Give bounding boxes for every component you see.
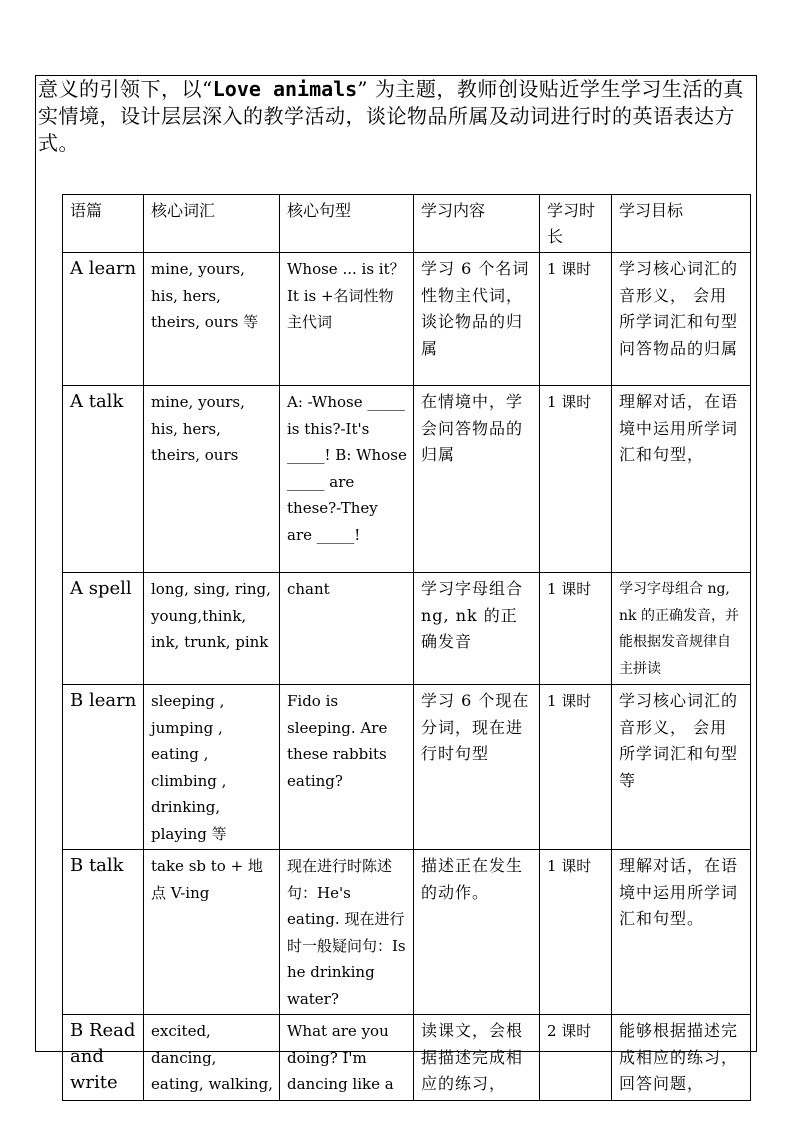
content-cell: 在情境中，学会问答物品的归属 xyxy=(414,386,540,573)
table-row xyxy=(63,573,751,685)
goal-cell: 理解对话，在语境中运用所学词汇和句型， xyxy=(612,386,751,573)
content-cell: 学习 6 个名词性物主代词，谈论物品的归属 xyxy=(414,253,540,386)
duration-cell: 1 课时 xyxy=(540,685,612,850)
pattern-cell: Whose ... is it？It is +名词性物主代词 xyxy=(280,253,414,386)
pattern-cell: Fido is sleeping. Are these rabbits eating? xyxy=(280,685,414,850)
lesson-cell: B learn xyxy=(63,685,144,850)
pattern-cell: A: -Whose _____ is this?-It's _____! B: Whose _____ are these?-They are _____! xyxy=(280,386,414,573)
intro-paragraph xyxy=(38,76,758,157)
vocab-cell: mine, yours, his, hers, theirs, ours xyxy=(144,386,280,573)
content-cell: 学习 6 个现在分词，现在进行时句型 xyxy=(414,685,540,850)
duration-cell: 1 课时 xyxy=(540,386,612,573)
table-row xyxy=(63,253,751,386)
vocab-cell: take sb to + 地点 V-ing xyxy=(144,850,280,1015)
lesson-plan-table xyxy=(62,194,751,1101)
pattern-cell: chant xyxy=(280,573,414,685)
goal-cell: 学习字母组合 ng, nk 的正确发音，并能根据发音规律自主拼读 xyxy=(612,573,751,685)
duration-cell: 1 课时 xyxy=(540,573,612,685)
lesson-cell: B talk xyxy=(63,850,144,1015)
goal-cell: 学习核心词汇的音形义， 会用所学词汇和句型问答物品的归属 xyxy=(612,253,751,386)
pattern-cell: 现在进行时陈述句：He's eating. 现在进行时一般疑问句：Is he drinking water? xyxy=(280,850,414,1015)
intro-text-2: ” 为主题，教师创设贴近学生学习生活的真实情境，设计层层深入的教学活动，谈论物品所属及动词进行时的英语表达方式。 xyxy=(38,77,744,155)
goal-cell: 理解对话，在语境中运用所学词汇和句型。 xyxy=(612,850,751,1015)
table-row xyxy=(63,685,751,850)
intro-theme: Love animals xyxy=(212,77,358,101)
pattern-cell: What are you doing? I'm dancing like a xyxy=(280,1015,414,1101)
content-cell: 读课文，会根据描述完成相应的练习， xyxy=(414,1015,540,1101)
goal-cell: 能够根据描述完成相应的练习，回答问题， xyxy=(612,1015,751,1101)
lesson-cell: A spell xyxy=(63,573,144,685)
intro-text-1: 意义的引领下，以“ xyxy=(38,77,213,101)
header-cell: 学习时长 xyxy=(540,195,612,253)
header-cell: 核心句型 xyxy=(280,195,414,253)
content-cell: 学习字母组合 ng, nk 的正确发音 xyxy=(414,573,540,685)
table-row xyxy=(63,386,751,573)
header-cell: 学习内容 xyxy=(414,195,540,253)
duration-cell: 1 课时 xyxy=(540,253,612,386)
vocab-cell: sleeping , jumping , eating , climbing , drinking, playing 等 xyxy=(144,685,280,850)
table-row xyxy=(63,1015,751,1101)
duration-cell: 2 课时 xyxy=(540,1015,612,1101)
content-cell: 描述正在发生的动作。 xyxy=(414,850,540,1015)
header-cell: 学习目标 xyxy=(612,195,751,253)
header-cell: 核心词汇 xyxy=(144,195,280,253)
lesson-cell: B Read and write xyxy=(63,1015,144,1101)
vocab-cell: mine, yours, his, hers, theirs, ours 等 xyxy=(144,253,280,386)
lesson-cell: A learn xyxy=(63,253,144,386)
vocab-cell: excited, dancing, eating, walking, xyxy=(144,1015,280,1101)
table-row xyxy=(63,850,751,1015)
header-cell: 语篇 xyxy=(63,195,144,253)
vocab-cell: long, sing, ring, young,think, ink, trunk, pink xyxy=(144,573,280,685)
table-header-row xyxy=(63,195,751,253)
duration-cell: 1 课时 xyxy=(540,850,612,1015)
lesson-cell: A talk xyxy=(63,386,144,573)
goal-cell: 学习核心词汇的音形义， 会用所学词汇和句型等 xyxy=(612,685,751,850)
